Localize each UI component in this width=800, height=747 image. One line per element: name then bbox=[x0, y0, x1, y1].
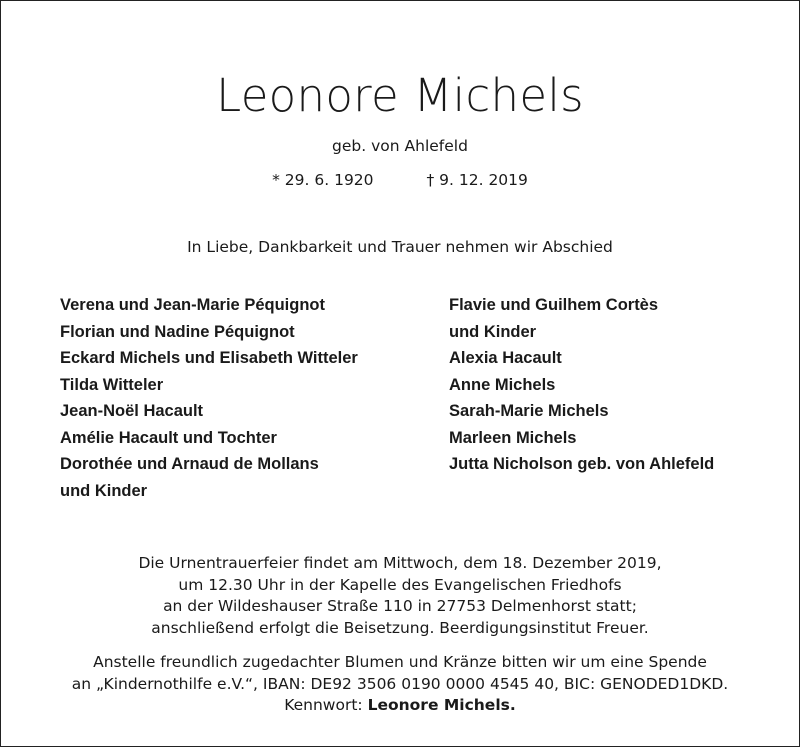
keyword-label: Kennwort: bbox=[284, 696, 363, 714]
keyword-value: Leonore Michels. bbox=[367, 696, 516, 714]
maiden-name: geb. von Ahlefeld bbox=[332, 137, 468, 155]
ceremony-line: um 12.30 Uhr in der Kapelle des Evangelischen Friedhofs bbox=[178, 575, 622, 594]
mourner-entry: Anne Michels bbox=[449, 375, 556, 394]
farewell-line: In Liebe, Dankbarkeit und Trauer nehmen wir Abschied bbox=[187, 238, 613, 256]
mourner-entry: und Kinder bbox=[60, 481, 148, 500]
mourners-right-column bbox=[449, 292, 714, 478]
death-date: † 9. 12. 2019 bbox=[426, 171, 528, 189]
mourner-entry: Eckard Michels und Elisabeth Witteler bbox=[60, 349, 358, 367]
life-dates bbox=[0, 168, 800, 192]
mourner-entry: Sarah-Marie Michels bbox=[449, 402, 609, 420]
mourner-entry: Flavie und Guilhem Cortès bbox=[449, 296, 659, 314]
mourners-left-column bbox=[60, 292, 358, 504]
mourner-entry: Alexia Hacault bbox=[449, 349, 562, 367]
mourner-entry: Tilda Witteler bbox=[60, 375, 164, 394]
donation-details bbox=[0, 652, 800, 717]
mourner-entry: Marleen Michels bbox=[449, 428, 577, 447]
ceremony-line: Die Urnentrauerfeier findet am Mittwoch, dem 18. Dezember 2019, bbox=[138, 554, 662, 572]
donation-keyword bbox=[0, 695, 800, 717]
mourner-entry: Jutta Nicholson geb. von Ahlefeld bbox=[449, 455, 715, 473]
mourner-entry: Dorothée und Arnaud de Mollans bbox=[60, 455, 319, 473]
mourner-entry: Jean-Noël Hacault bbox=[60, 402, 204, 420]
donation-bank-line: an „Kindernothilfe e.V.“, IBAN: DE92 3506 0190 0000 4545 40, BIC: GENODED1DKD. bbox=[71, 674, 729, 693]
donation-line: Anstelle freundlich zugedachter Blumen und Kränze bitten wir um eine Spende bbox=[93, 653, 707, 671]
ceremony-line: an der Wildeshauser Straße 110 in 27753 Delmenhorst statt; bbox=[163, 597, 637, 615]
ceremony-details bbox=[0, 553, 800, 639]
ceremony-line: anschließend erfolgt die Beisetzung. Beerdigungsinstitut Freuer. bbox=[151, 618, 649, 637]
birth-date: * 29. 6. 1920 bbox=[272, 171, 374, 189]
mourner-entry: Florian und Nadine Péquignot bbox=[60, 322, 295, 341]
mourner-entry: und Kinder bbox=[449, 322, 537, 341]
mourner-entry: Verena und Jean-Marie Péquignot bbox=[60, 296, 325, 314]
deceased-name: Leonore Michels bbox=[216, 69, 584, 122]
mourner-entry: Amélie Hacault und Tochter bbox=[60, 428, 277, 447]
